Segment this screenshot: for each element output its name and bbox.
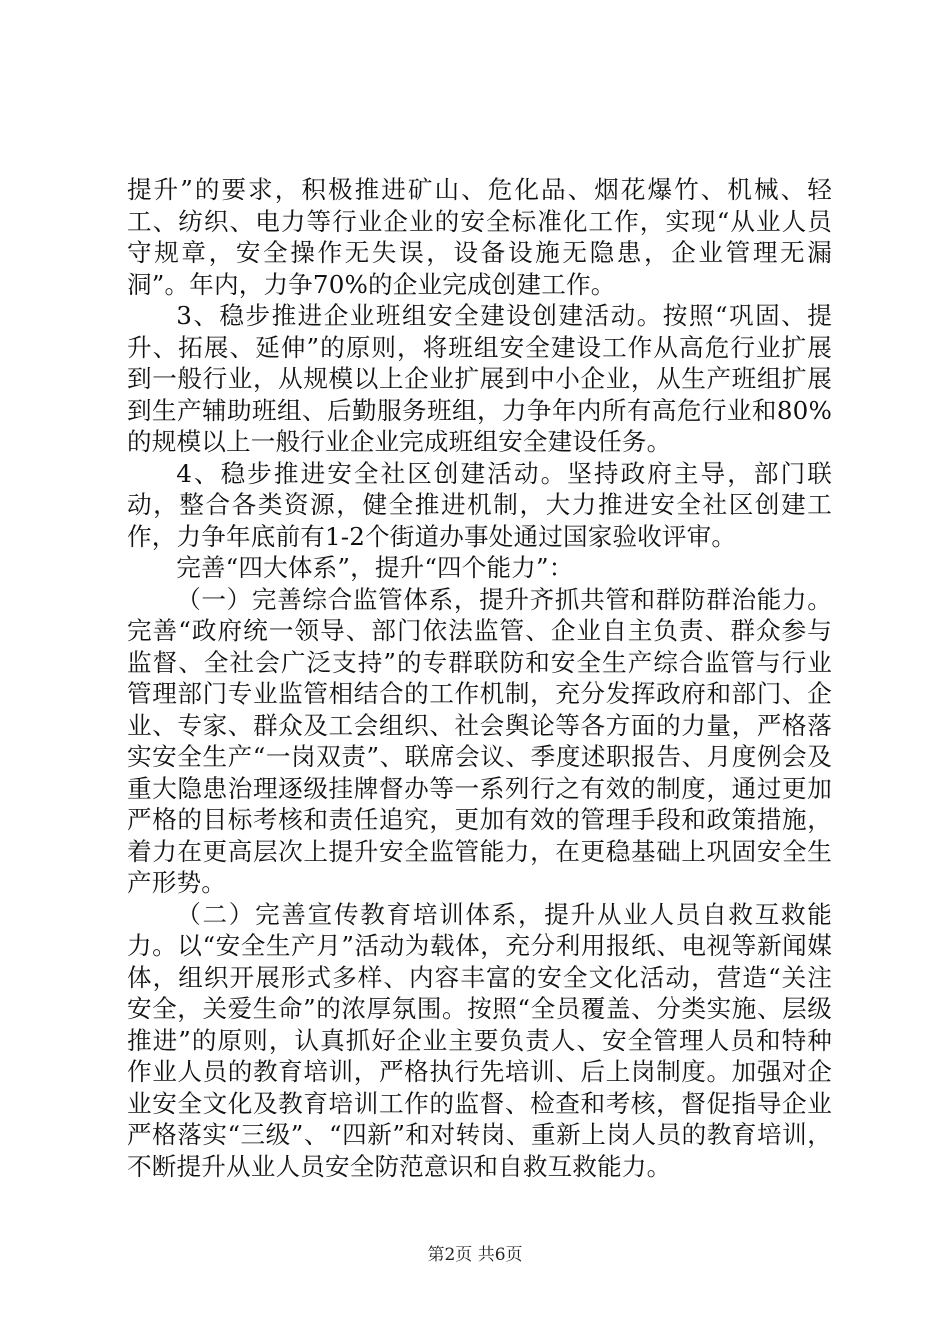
paragraph-section-2: （二）完善宣传教育培训体系，提升从业人员自救互救能力。以“安全生产月”活动为载体，充分利用报纸、电视等新闻媒体，组织开展形式多样、内容丰富的安全文化活动，营造“关注安全，关爱生命”的浓厚氛围。按照“全员覆盖、分类实施、层级推进”的原则，认真抓好企业主要负责人、安全管理人员和特种作业人员的教育培训，严格执行先培训、后上岗制度。加强对企业安全文化及教育培训工作的监督、检查和考核，督促指导企业严格落实“三级”、“四新”和对转岗、重新上岗人员的教育培训，不断提升从业人员安全防范意识和自救互救能力。 [127, 899, 832, 1181]
document-body [127, 174, 832, 1182]
paragraph-section-1: （一）完善综合监管体系，提升齐抓共管和群防群治能力。完善“政府统一领导、部门依法监管、企业自主负责、群众参与监督、全社会广泛支持”的专群联防和安全生产综合监管与行业管理部门专业监管相结合的工作机制，充分发挥政府和部门、企业、专家、群众及工会组织、社会舆论等各方面的力量，严格落实安全生产“一岗双责”、联席会议、季度述职报告、月度例会及重大隐患治理逐级挂牌督办等一系列行之有效的制度，通过更加严格的目标考核和责任追究，更加有效的管理手段和政策措施，着力在更高层次上提升安全监管能力，在更稳基础上巩固安全生产形势。 [127, 584, 832, 897]
paragraph-item-4: 4、稳步推进安全社区创建活动。坚持政府主导，部门联动，整合各类资源，健全推进机制，大力推进安全社区创建工作，力争年底前有1-2个街道办事处通过国家验收评审。 [127, 458, 832, 551]
paragraph-continued: 提升”的要求，积极推进矿山、危化品、烟花爆竹、机械、轻工、纺织、电力等行业企业的安全标准化工作，实现“从业人员守规章，安全操作无失误，设备设施无隐患，企业管理无漏洞”。年内，力争70%的企业完成创建工作。 [127, 175, 832, 299]
paragraph-item-3: 3、稳步推进企业班组安全建设创建活动。按照“巩固、提升、拓展、延伸”的原则，将班组安全建设工作从高危行业扩展到一般行业，从规模以上企业扩展到中小企业，从生产班组扩展到生产辅助班组、后勤服务班组，力争年内所有高危行业和80%的规模以上一般行业企业完成班组安全建设任务。 [127, 301, 832, 456]
page-number-footer: 第2页 共6页 [427, 1245, 523, 1265]
section-heading: 完善“四大体系”，提升“四个能力”： [176, 553, 574, 582]
